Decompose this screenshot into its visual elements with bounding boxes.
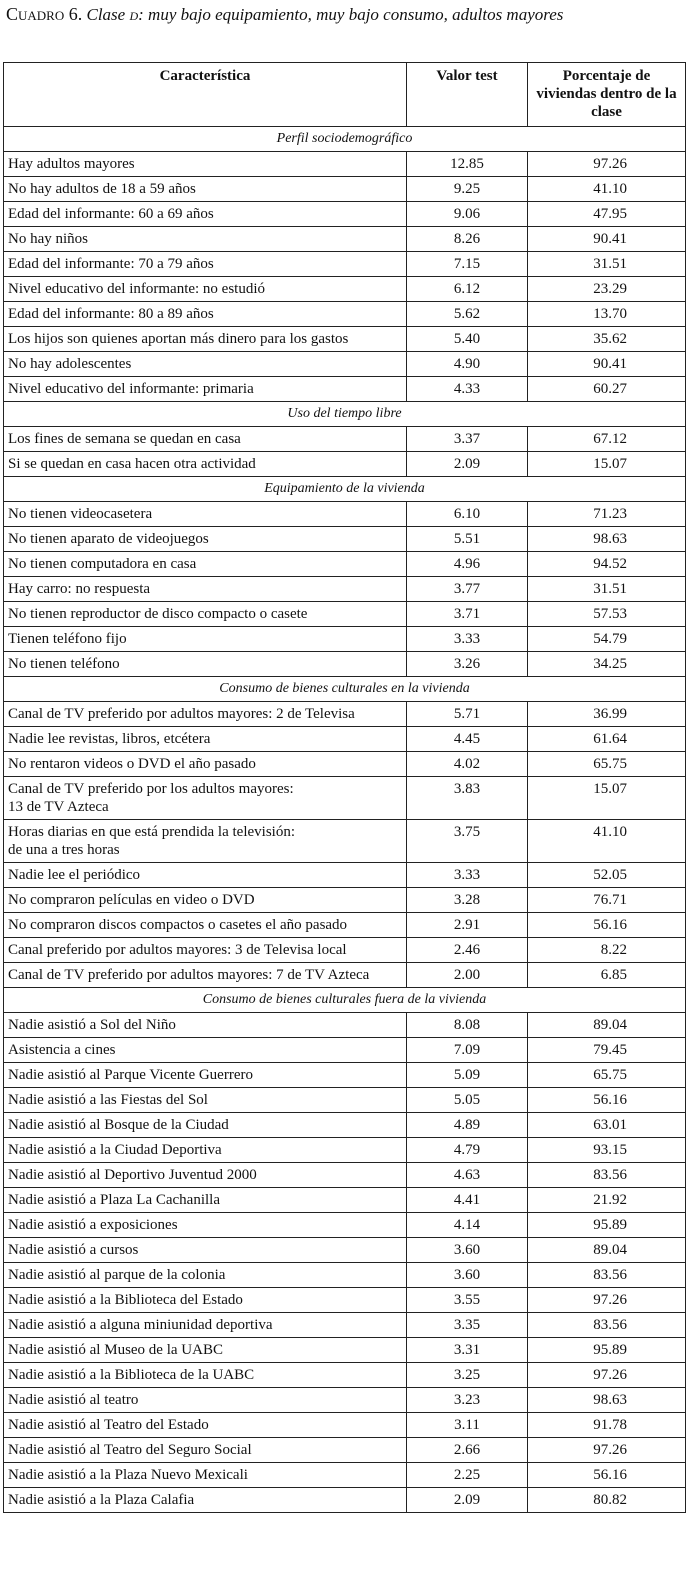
row-label-cell bbox=[4, 1013, 407, 1038]
table-row bbox=[4, 913, 686, 938]
valor-test-cell: 3.83 bbox=[407, 777, 528, 820]
row-label: Hay adultos mayores bbox=[8, 156, 135, 172]
row-label-cell bbox=[4, 913, 407, 938]
row-label-cell bbox=[4, 1163, 407, 1188]
row-label: Nadie asistió al Museo de la UABC bbox=[8, 1342, 223, 1358]
row-label-cell bbox=[4, 1363, 407, 1388]
valor-test-cell: 3.60 bbox=[407, 1263, 528, 1288]
table-row bbox=[4, 777, 686, 820]
row-label-cell bbox=[4, 963, 407, 988]
table-row bbox=[4, 352, 686, 377]
header-row bbox=[4, 63, 686, 127]
table-row bbox=[4, 1163, 686, 1188]
section-header-row bbox=[4, 402, 686, 427]
table-row bbox=[4, 302, 686, 327]
row-label: No compraron discos compactos o casetes el año pasado bbox=[8, 917, 348, 933]
valor-test-cell: 3.37 bbox=[407, 427, 528, 452]
porcentaje-cell: 93.15 bbox=[528, 1138, 686, 1163]
porcentaje-cell: 94.52 bbox=[528, 552, 686, 577]
caption-title bbox=[86, 5, 563, 24]
row-label-cell bbox=[4, 577, 407, 602]
valor-test-cell: 9.25 bbox=[407, 177, 528, 202]
row-label-cell bbox=[4, 377, 407, 402]
section-title: Uso del tiempo libre bbox=[4, 402, 686, 427]
table-row bbox=[4, 277, 686, 302]
porcentaje-cell: 76.71 bbox=[528, 888, 686, 913]
table-row bbox=[4, 602, 686, 627]
row-label: Edad del informante: 80 a 89 años bbox=[8, 306, 214, 322]
header-valor-test: Valor test bbox=[407, 63, 528, 127]
table-row bbox=[4, 327, 686, 352]
table-row bbox=[4, 1213, 686, 1238]
row-label: Nivel educativo del informante: no estudió bbox=[8, 281, 266, 297]
porcentaje-cell: 83.56 bbox=[528, 1163, 686, 1188]
porcentaje-cell: 97.26 bbox=[528, 1288, 686, 1313]
row-label: Nadie lee el periódico bbox=[8, 867, 141, 883]
valor-test-cell: 5.09 bbox=[407, 1063, 528, 1088]
valor-test-cell: 2.25 bbox=[407, 1463, 528, 1488]
porcentaje-cell: 31.51 bbox=[528, 252, 686, 277]
section-title: Perfil sociodemográfico bbox=[4, 127, 686, 152]
porcentaje-cell: 36.99 bbox=[528, 702, 686, 727]
valor-test-cell: 5.05 bbox=[407, 1088, 528, 1113]
row-label-continued: 13 de TV Azteca bbox=[8, 799, 109, 815]
valor-test-cell: 5.40 bbox=[407, 327, 528, 352]
row-label-cell bbox=[4, 938, 407, 963]
row-label-cell bbox=[4, 702, 407, 727]
row-label: Asistencia a cines bbox=[8, 1042, 116, 1058]
row-label: Canal de TV preferido por adultos mayores: 7 de TV Azteca bbox=[8, 967, 370, 983]
porcentaje-cell: 41.10 bbox=[528, 177, 686, 202]
table-caption bbox=[6, 4, 563, 25]
table-row bbox=[4, 202, 686, 227]
row-label: No tienen computadora en casa bbox=[8, 556, 197, 572]
table-row bbox=[4, 1438, 686, 1463]
row-label-cell bbox=[4, 1288, 407, 1313]
valor-test-cell: 2.09 bbox=[407, 1488, 528, 1513]
valor-test-cell: 5.71 bbox=[407, 702, 528, 727]
row-label: Tienen teléfono fijo bbox=[8, 631, 127, 647]
row-label: Nadie asistió a Sol del Niño bbox=[8, 1017, 176, 1033]
porcentaje-cell: 31.51 bbox=[528, 577, 686, 602]
porcentaje-cell: 41.10 bbox=[528, 820, 686, 863]
table-row bbox=[4, 1038, 686, 1063]
row-label: Canal de TV preferido por adultos mayores: 2 de Televisa bbox=[8, 706, 355, 722]
row-label: Los hijos son quienes aportan más dinero para los gastos bbox=[8, 331, 349, 347]
valor-test-cell: 3.26 bbox=[407, 652, 528, 677]
valor-test-cell: 7.09 bbox=[407, 1038, 528, 1063]
valor-test-cell: 8.26 bbox=[407, 227, 528, 252]
table-row bbox=[4, 1388, 686, 1413]
row-label-cell bbox=[4, 427, 407, 452]
row-label-cell bbox=[4, 452, 407, 477]
porcentaje-cell: 21.92 bbox=[528, 1188, 686, 1213]
row-label-cell bbox=[4, 1088, 407, 1113]
valor-test-cell: 2.66 bbox=[407, 1438, 528, 1463]
section-header-row bbox=[4, 677, 686, 702]
valor-test-cell: 3.75 bbox=[407, 820, 528, 863]
table-row bbox=[4, 1488, 686, 1513]
row-label: Nadie asistió a la Ciudad Deportiva bbox=[8, 1142, 222, 1158]
row-label: Nadie asistió al parque de la colonia bbox=[8, 1267, 226, 1283]
row-label: No tienen reproductor de disco compacto o casete bbox=[8, 606, 308, 622]
table-row bbox=[4, 1013, 686, 1038]
porcentaje-cell: 90.41 bbox=[528, 227, 686, 252]
valor-test-cell: 9.06 bbox=[407, 202, 528, 227]
row-label-cell bbox=[4, 1488, 407, 1513]
porcentaje-cell: 54.79 bbox=[528, 627, 686, 652]
row-label-cell bbox=[4, 277, 407, 302]
valor-test-cell: 6.10 bbox=[407, 502, 528, 527]
row-label: Nadie asistió a la Biblioteca de la UABC bbox=[8, 1367, 255, 1383]
row-label: Nadie asistió a la Plaza Calafia bbox=[8, 1492, 195, 1508]
porcentaje-cell: 52.05 bbox=[528, 863, 686, 888]
table-row bbox=[4, 252, 686, 277]
valor-test-cell: 3.55 bbox=[407, 1288, 528, 1313]
valor-test-cell: 4.63 bbox=[407, 1163, 528, 1188]
table-row bbox=[4, 227, 686, 252]
porcentaje-cell: 97.26 bbox=[528, 1438, 686, 1463]
section-header-row bbox=[4, 127, 686, 152]
row-label: Nadie asistió al Deportivo Juventud 2000 bbox=[8, 1167, 257, 1183]
porcentaje-cell: 15.07 bbox=[528, 452, 686, 477]
row-label: Edad del informante: 70 a 79 años bbox=[8, 256, 214, 272]
valor-test-cell: 3.35 bbox=[407, 1313, 528, 1338]
table-row bbox=[4, 152, 686, 177]
porcentaje-cell: 98.63 bbox=[528, 1388, 686, 1413]
row-label-cell bbox=[4, 602, 407, 627]
table-row bbox=[4, 1063, 686, 1088]
table-row bbox=[4, 577, 686, 602]
section-title: Equipamiento de la vivienda bbox=[4, 477, 686, 502]
valor-test-cell: 3.28 bbox=[407, 888, 528, 913]
valor-test-cell: 3.33 bbox=[407, 627, 528, 652]
porcentaje-cell: 65.75 bbox=[528, 752, 686, 777]
row-label-cell bbox=[4, 1138, 407, 1163]
row-label-cell bbox=[4, 1038, 407, 1063]
porcentaje-cell: 90.41 bbox=[528, 352, 686, 377]
porcentaje-cell: 60.27 bbox=[528, 377, 686, 402]
porcentaje-cell: 97.26 bbox=[528, 152, 686, 177]
data-table bbox=[3, 62, 686, 1513]
valor-test-cell: 12.85 bbox=[407, 152, 528, 177]
valor-test-cell: 4.89 bbox=[407, 1113, 528, 1138]
porcentaje-cell: 56.16 bbox=[528, 1463, 686, 1488]
row-label: Nadie asistió al teatro bbox=[8, 1392, 139, 1408]
caption-number: Cuadro 6. bbox=[6, 4, 83, 24]
porcentaje-cell: 15.07 bbox=[528, 777, 686, 820]
table-row bbox=[4, 1188, 686, 1213]
porcentaje-cell: 8.22 bbox=[528, 938, 686, 963]
valor-test-cell: 3.33 bbox=[407, 863, 528, 888]
table-row bbox=[4, 1463, 686, 1488]
section-title: Consumo de bienes culturales en la vivienda bbox=[4, 677, 686, 702]
row-label-cell bbox=[4, 727, 407, 752]
table-row bbox=[4, 1288, 686, 1313]
row-label: Nadie asistió al Teatro del Seguro Social bbox=[8, 1442, 252, 1458]
valor-test-cell: 4.45 bbox=[407, 727, 528, 752]
row-label: Nadie asistió a alguna miniunidad deportiva bbox=[8, 1317, 273, 1333]
table-row bbox=[4, 1263, 686, 1288]
valor-test-cell: 3.60 bbox=[407, 1238, 528, 1263]
caption-prefix: Clase bbox=[86, 5, 126, 24]
row-label-cell bbox=[4, 820, 407, 863]
valor-test-cell: 3.71 bbox=[407, 602, 528, 627]
table-row bbox=[4, 702, 686, 727]
row-label: Nadie asistió a la Plaza Nuevo Mexicali bbox=[8, 1467, 248, 1483]
porcentaje-cell: 95.89 bbox=[528, 1338, 686, 1363]
valor-test-cell: 3.23 bbox=[407, 1388, 528, 1413]
row-label-cell bbox=[4, 502, 407, 527]
row-label: No tienen aparato de videojuegos bbox=[8, 531, 209, 547]
valor-test-cell: 2.00 bbox=[407, 963, 528, 988]
valor-test-cell: 2.91 bbox=[407, 913, 528, 938]
table-row bbox=[4, 377, 686, 402]
porcentaje-cell: 63.01 bbox=[528, 1113, 686, 1138]
table-row bbox=[4, 1088, 686, 1113]
table-row bbox=[4, 820, 686, 863]
table-row bbox=[4, 452, 686, 477]
porcentaje-cell: 13.70 bbox=[528, 302, 686, 327]
row-label: Nadie asistió a la Biblioteca del Estado bbox=[8, 1292, 243, 1308]
table-row bbox=[4, 1413, 686, 1438]
row-label: No tienen videocasetera bbox=[8, 506, 153, 522]
section-header-row bbox=[4, 477, 686, 502]
row-label: No hay adultos de 18 a 59 años bbox=[8, 181, 196, 197]
table-row bbox=[4, 1313, 686, 1338]
row-label: Horas diarias en que está prendida la televisión: bbox=[8, 824, 295, 840]
table-row bbox=[4, 552, 686, 577]
porcentaje-cell: 95.89 bbox=[528, 1213, 686, 1238]
row-label-cell bbox=[4, 1388, 407, 1413]
row-label-cell bbox=[4, 1338, 407, 1363]
row-label: Nadie asistió a Plaza La Cachanilla bbox=[8, 1192, 220, 1208]
porcentaje-cell: 35.62 bbox=[528, 327, 686, 352]
valor-test-cell: 3.11 bbox=[407, 1413, 528, 1438]
row-label-cell bbox=[4, 352, 407, 377]
valor-test-cell: 4.96 bbox=[407, 552, 528, 577]
porcentaje-cell: 56.16 bbox=[528, 1088, 686, 1113]
row-label-cell bbox=[4, 1263, 407, 1288]
table-row bbox=[4, 963, 686, 988]
row-label: Nadie asistió al Bosque de la Ciudad bbox=[8, 1117, 229, 1133]
porcentaje-cell: 83.56 bbox=[528, 1263, 686, 1288]
row-label-cell bbox=[4, 652, 407, 677]
table-row bbox=[4, 427, 686, 452]
valor-test-cell: 3.31 bbox=[407, 1338, 528, 1363]
table-row bbox=[4, 938, 686, 963]
caption-class-letter: d bbox=[129, 5, 139, 24]
row-label-cell bbox=[4, 552, 407, 577]
row-label-cell bbox=[4, 1213, 407, 1238]
row-label: Los fines de semana se quedan en casa bbox=[8, 431, 241, 447]
table-row bbox=[4, 1363, 686, 1388]
table-row bbox=[4, 1238, 686, 1263]
valor-test-cell: 4.41 bbox=[407, 1188, 528, 1213]
table-row bbox=[4, 752, 686, 777]
porcentaje-cell: 23.29 bbox=[528, 277, 686, 302]
row-label-cell bbox=[4, 1188, 407, 1213]
valor-test-cell: 4.33 bbox=[407, 377, 528, 402]
row-label-cell bbox=[4, 1413, 407, 1438]
porcentaje-cell: 89.04 bbox=[528, 1013, 686, 1038]
valor-test-cell: 2.46 bbox=[407, 938, 528, 963]
row-label: Nadie lee revistas, libros, etcétera bbox=[8, 731, 211, 747]
valor-test-cell: 4.14 bbox=[407, 1213, 528, 1238]
row-label: Canal preferido por adultos mayores: 3 de Televisa local bbox=[8, 942, 347, 958]
valor-test-cell: 4.79 bbox=[407, 1138, 528, 1163]
section-header-row bbox=[4, 988, 686, 1013]
row-label-cell bbox=[4, 177, 407, 202]
row-label-cell bbox=[4, 777, 407, 820]
row-label-cell bbox=[4, 863, 407, 888]
row-label-cell bbox=[4, 227, 407, 252]
caption-description: : muy bajo equipamiento, muy bajo consumo, adultos mayores bbox=[138, 5, 564, 24]
porcentaje-cell: 80.82 bbox=[528, 1488, 686, 1513]
porcentaje-cell: 97.26 bbox=[528, 1363, 686, 1388]
row-label: Nadie asistió al Parque Vicente Guerrero bbox=[8, 1067, 253, 1083]
row-label: No compraron películas en video o DVD bbox=[8, 892, 255, 908]
table-row bbox=[4, 627, 686, 652]
row-label: Nadie asistió a cursos bbox=[8, 1242, 139, 1258]
row-label-cell bbox=[4, 1113, 407, 1138]
porcentaje-cell: 56.16 bbox=[528, 913, 686, 938]
table-row bbox=[4, 888, 686, 913]
row-label-continued: de una a tres horas bbox=[8, 842, 120, 858]
row-label: Edad del informante: 60 a 69 años bbox=[8, 206, 214, 222]
porcentaje-cell: 83.56 bbox=[528, 1313, 686, 1338]
row-label: No hay niños bbox=[8, 231, 88, 247]
porcentaje-cell: 98.63 bbox=[528, 527, 686, 552]
table-body bbox=[4, 127, 686, 1513]
valor-test-cell: 7.15 bbox=[407, 252, 528, 277]
row-label-cell bbox=[4, 752, 407, 777]
row-label: Nadie asistió a exposiciones bbox=[8, 1217, 178, 1233]
row-label-cell bbox=[4, 152, 407, 177]
header-caracteristica: Característica bbox=[4, 63, 407, 127]
valor-test-cell: 2.09 bbox=[407, 452, 528, 477]
porcentaje-cell: 91.78 bbox=[528, 1413, 686, 1438]
table-row bbox=[4, 1138, 686, 1163]
porcentaje-cell: 89.04 bbox=[528, 1238, 686, 1263]
row-label-cell bbox=[4, 1438, 407, 1463]
row-label: Nadie asistió al Teatro del Estado bbox=[8, 1417, 209, 1433]
porcentaje-cell: 57.53 bbox=[528, 602, 686, 627]
table-row bbox=[4, 727, 686, 752]
valor-test-cell: 3.25 bbox=[407, 1363, 528, 1388]
porcentaje-cell: 61.64 bbox=[528, 727, 686, 752]
table-row bbox=[4, 1113, 686, 1138]
valor-test-cell: 8.08 bbox=[407, 1013, 528, 1038]
porcentaje-cell: 79.45 bbox=[528, 1038, 686, 1063]
row-label: No rentaron videos o DVD el año pasado bbox=[8, 756, 256, 772]
table-row bbox=[4, 863, 686, 888]
table-row bbox=[4, 652, 686, 677]
valor-test-cell: 5.51 bbox=[407, 527, 528, 552]
table-row bbox=[4, 502, 686, 527]
table-row bbox=[4, 527, 686, 552]
valor-test-cell: 4.02 bbox=[407, 752, 528, 777]
porcentaje-cell: 34.25 bbox=[528, 652, 686, 677]
row-label-cell bbox=[4, 527, 407, 552]
table-row bbox=[4, 177, 686, 202]
row-label: Hay carro: no respuesta bbox=[8, 581, 151, 597]
porcentaje-cell: 65.75 bbox=[528, 1063, 686, 1088]
table-row bbox=[4, 1338, 686, 1363]
row-label: Nivel educativo del informante: primaria bbox=[8, 381, 254, 397]
row-label-cell bbox=[4, 627, 407, 652]
porcentaje-cell: 71.23 bbox=[528, 502, 686, 527]
row-label-cell bbox=[4, 1063, 407, 1088]
row-label-cell bbox=[4, 1238, 407, 1263]
valor-test-cell: 5.62 bbox=[407, 302, 528, 327]
row-label: No hay adolescentes bbox=[8, 356, 132, 372]
row-label-cell bbox=[4, 252, 407, 277]
section-title: Consumo de bienes culturales fuera de la vivienda bbox=[4, 988, 686, 1013]
porcentaje-cell: 67.12 bbox=[528, 427, 686, 452]
row-label: Si se quedan en casa hacen otra actividad bbox=[8, 456, 256, 472]
row-label-cell bbox=[4, 202, 407, 227]
porcentaje-cell: 47.95 bbox=[528, 202, 686, 227]
row-label: No tienen teléfono bbox=[8, 656, 120, 672]
row-label: Canal de TV preferido por los adultos mayores: bbox=[8, 781, 294, 797]
row-label-cell bbox=[4, 302, 407, 327]
row-label-cell bbox=[4, 327, 407, 352]
row-label: Nadie asistió a las Fiestas del Sol bbox=[8, 1092, 208, 1108]
porcentaje-cell: 6.85 bbox=[528, 963, 686, 988]
valor-test-cell: 4.90 bbox=[407, 352, 528, 377]
row-label-cell bbox=[4, 888, 407, 913]
header-porcentaje: Porcentaje de viviendas dentro de la clase bbox=[528, 63, 686, 127]
valor-test-cell: 6.12 bbox=[407, 277, 528, 302]
row-label-cell bbox=[4, 1313, 407, 1338]
row-label-cell bbox=[4, 1463, 407, 1488]
valor-test-cell: 3.77 bbox=[407, 577, 528, 602]
